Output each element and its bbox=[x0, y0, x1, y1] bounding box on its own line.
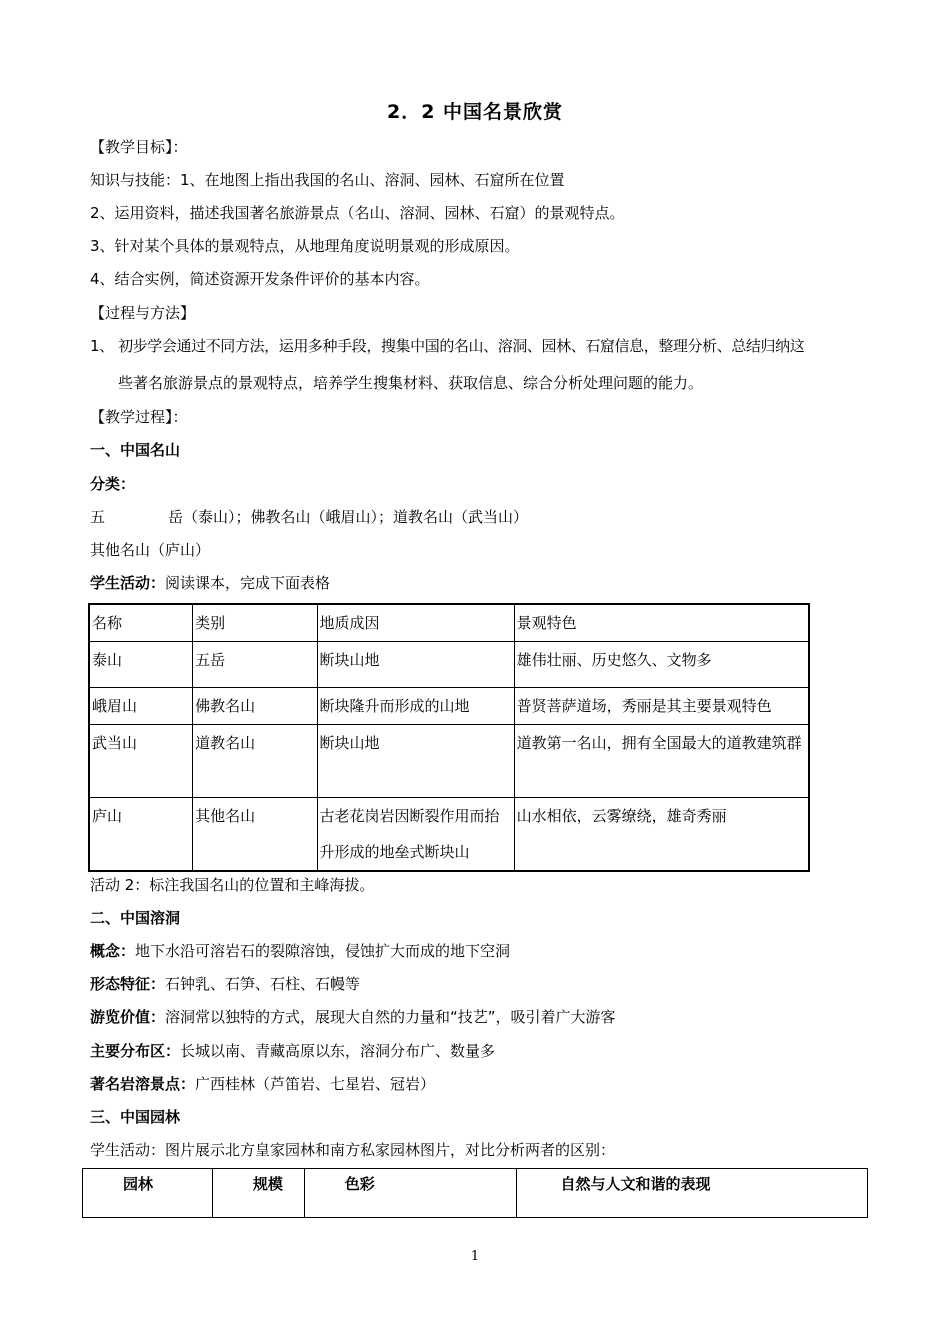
table-cell: 古老花岗岩因断裂作用而抬升形成的地垒式断块山 bbox=[317, 798, 514, 872]
page-title: 2．2 中国名景欣赏 bbox=[386, 101, 564, 123]
process-method-item-1-cont: 些著名旅游景点的景观特点，培养学生搜集材料、获取信息、综合分析处理问题的能力。 bbox=[118, 374, 704, 392]
header-color: 色彩 bbox=[344, 1175, 375, 1193]
header-scale: 规模 bbox=[252, 1175, 283, 1193]
classify-a: 五 bbox=[90, 508, 106, 526]
classify-other: 其他名山（庐山） bbox=[90, 541, 211, 559]
table-header-cell: 名称 bbox=[89, 604, 193, 642]
table-cell: 武当山 bbox=[89, 725, 193, 798]
distribution-label: 主要分布区： bbox=[90, 1042, 181, 1060]
process-method-item-1: 1、 初步学会通过不同方法，运用多种手段，搜集中国的名山、溶洞、园林、石窟信息，整理分析、总结归纳这 bbox=[90, 337, 805, 355]
distribution-line bbox=[90, 1041, 495, 1061]
table-header-cell: 地质成因 bbox=[317, 604, 514, 642]
table-cell: 断块山地 bbox=[317, 642, 514, 688]
table-row bbox=[89, 688, 809, 725]
objectives-heading: 【教学目标】： bbox=[90, 138, 188, 156]
table-header-cell: 景观特色 bbox=[514, 604, 809, 642]
form-text: 石钟乳、石笋、石柱、石幔等 bbox=[165, 975, 361, 993]
concept-text: 地下水沿可溶岩石的裂隙溶蚀，侵蚀扩大而成的地下空洞 bbox=[135, 942, 511, 960]
process-method-heading: 【过程与方法】 bbox=[90, 304, 196, 322]
table-cell: 五岳 bbox=[193, 642, 317, 688]
mountains-table bbox=[88, 603, 810, 872]
objective-3: 3、针对某个具体的景观特点，从地理角度说明景观的形成原因。 bbox=[90, 237, 520, 255]
activity-2: 活动 2：标注我国名山的位置和主峰海拔。 bbox=[90, 876, 375, 894]
table-header-cell: 类别 bbox=[193, 604, 317, 642]
table-header-cell bbox=[304, 1169, 516, 1218]
table-cell: 道教名山 bbox=[193, 725, 317, 798]
table-cell: 道教第一名山，拥有全国最大的道教建筑群 bbox=[514, 725, 809, 798]
table-row bbox=[89, 642, 809, 688]
value-line bbox=[90, 1007, 616, 1027]
table-header-row bbox=[89, 604, 809, 642]
value-label: 游览价值： bbox=[90, 1008, 166, 1026]
table-cell: 庐山 bbox=[89, 798, 193, 872]
header-harmony: 自然与人文和谐的表现 bbox=[560, 1175, 711, 1193]
table-cell: 泰山 bbox=[89, 642, 193, 688]
classify-label: 分类： bbox=[90, 475, 136, 493]
student-activity-1 bbox=[90, 573, 330, 593]
classify-b: 岳（泰山）；佛教名山（峨眉山）；道教名山（武当山） bbox=[168, 508, 529, 526]
table-cell: 雄伟壮丽、历史悠久、文物多 bbox=[514, 642, 809, 688]
header-garden: 园林 bbox=[123, 1175, 154, 1193]
table-cell: 佛教名山 bbox=[193, 688, 317, 725]
concept-label: 概念： bbox=[90, 942, 136, 960]
page-number: 1 bbox=[470, 1249, 480, 1264]
table-header-cell bbox=[516, 1169, 868, 1218]
table-cell: 断块隆升而形成的山地 bbox=[317, 688, 514, 725]
objective-4: 4、结合实例，简述资源开发条件评价的基本内容。 bbox=[90, 270, 430, 288]
table-cell: 山水相依，云雾缭绕，雄奇秀丽 bbox=[514, 798, 809, 872]
table-cell: 普贤菩萨道场，秀丽是其主要景观特色 bbox=[514, 688, 809, 725]
gardens-table bbox=[82, 1168, 868, 1218]
table-header-cell bbox=[212, 1169, 304, 1218]
section-1-heading: 一、中国名山 bbox=[90, 441, 181, 459]
table-row bbox=[89, 798, 809, 872]
section-3-activity: 学生活动：图片展示北方皇家园林和南方私家园林图片，对比分析两者的区别： bbox=[90, 1141, 616, 1159]
famous-text: 广西桂林（芦笛岩、七星岩、冠岩） bbox=[195, 1075, 436, 1093]
objective-knowledge: 知识与技能：1、在地图上指出我国的名山、溶洞、园林、石窟所在位置 bbox=[90, 171, 565, 189]
student-activity-label: 学生活动： bbox=[90, 574, 166, 592]
value-text: 溶洞常以独特的方式，展现大自然的力量和“技艺”，吸引着广大游客 bbox=[165, 1008, 616, 1026]
table-cell: 其他名山 bbox=[193, 798, 317, 872]
objective-2: 2、运用资料，描述我国著名旅游景点（名山、溶洞、园林、石窟）的景观特点。 bbox=[90, 204, 625, 222]
form-label: 形态特征： bbox=[90, 975, 166, 993]
teaching-process-heading: 【教学过程】： bbox=[90, 408, 188, 426]
concept-line bbox=[90, 941, 510, 961]
famous-line bbox=[90, 1074, 435, 1094]
famous-label: 著名岩溶景点： bbox=[90, 1075, 196, 1093]
form-line bbox=[90, 974, 360, 994]
section-2-heading: 二、中国溶洞 bbox=[90, 909, 181, 927]
table-header-row bbox=[83, 1169, 868, 1218]
section-3-heading: 三、中国园林 bbox=[90, 1108, 181, 1126]
student-activity-text: 阅读课本，完成下面表格 bbox=[165, 574, 331, 592]
table-header-cell bbox=[83, 1169, 213, 1218]
table-cell: 断块山地 bbox=[317, 725, 514, 798]
distribution-text: 长城以南、青藏高原以东，溶洞分布广、数量多 bbox=[180, 1042, 496, 1060]
table-row bbox=[89, 725, 809, 798]
table-cell: 峨眉山 bbox=[89, 688, 193, 725]
